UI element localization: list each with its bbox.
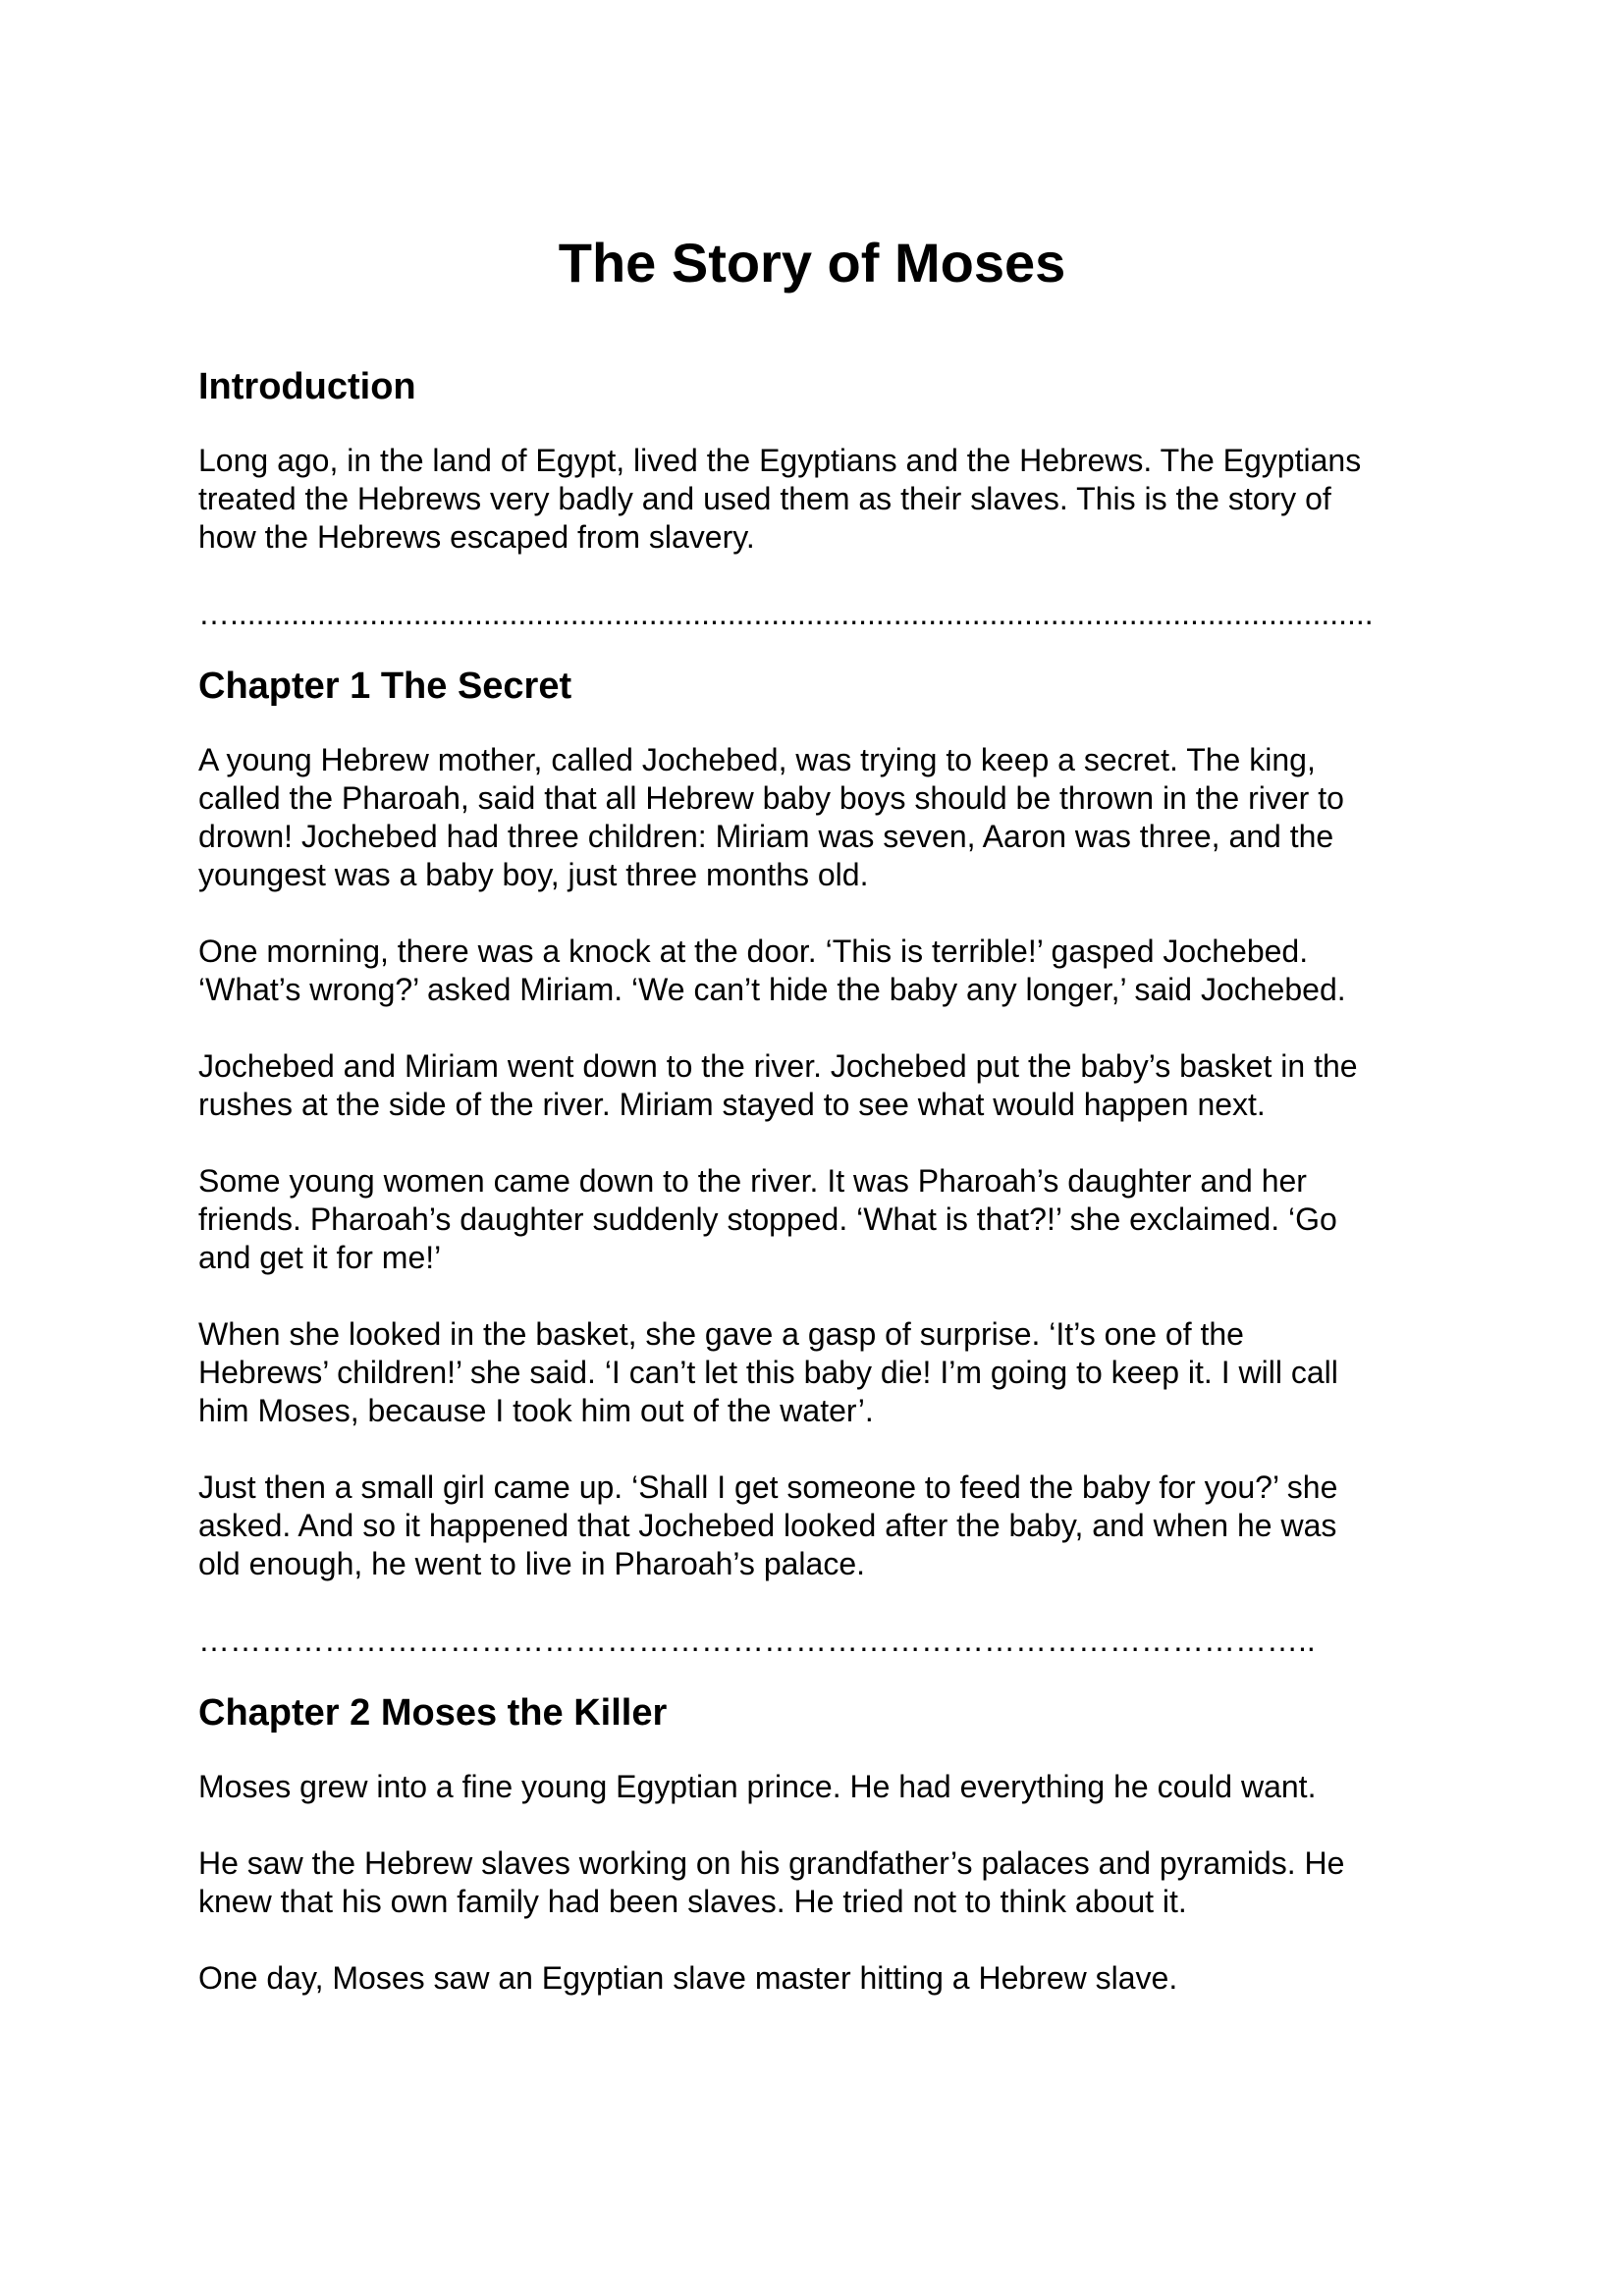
chapter-1-paragraph: A young Hebrew mother, called Jochebed, was trying to keep a secret. The king, called the Pharoah, said that all Hebrew baby boys should be thrown in the river to drown! Jochebed had three children: Miriam was seven, Aaron was three, and the youngest was a baby boy, just three months old. (198, 742, 1344, 892)
chapter-1-paragraph: One morning, there was a knock at the door. ‘This is terrible!’ gasped Jochebed. ‘What’s wrong?’ asked Miriam. ‘We can’t hide the baby any longer,’ said Jochebed. (198, 934, 1346, 1007)
chapter-1-heading: Chapter 1 The Secret (198, 666, 572, 707)
introduction-paragraph: Long ago, in the land of Egypt, lived the Egyptians and the Hebrews. The Egyptians treated the Hebrews very badly and used them as their slaves. This is the story of how the Hebrews escaped from slavery. (198, 443, 1362, 555)
chapter-2-paragraph: One day, Moses saw an Egyptian slave master hitting a Hebrew slave. (198, 1960, 1178, 1996)
document-body (198, 365, 1435, 2036)
page-title: The Story of Moses (558, 232, 1066, 294)
introduction-heading: Introduction (198, 366, 416, 407)
chapter-1-paragraph: Jochebed and Miriam went down to the river. Jochebed put the baby’s basket in the rushes at the side of the river. Miriam stayed to see what would happen next. (198, 1048, 1358, 1122)
chapter-1-paragraph: Some young women came down to the river. It was Pharoah’s daughter and her friends. Pharoah’s daughter suddenly stopped. ‘What is that?!’ she exclaimed. ‘Go and get it for me!’ (198, 1163, 1337, 1275)
chapter-1-paragraph: Just then a small girl came up. ‘Shall I get someone to feed the baby for you?’ she asked. And so it happened that Jochebed looked after the baby, and when he was old enough, he went to live in Pharoah’s palace. (198, 1469, 1338, 1581)
introduction-section (198, 365, 1435, 557)
chapter-2-paragraph: Moses grew into a fine young Egyptian prince. He had everything he could want. (198, 1769, 1317, 1804)
dotted-separator: …................................................................................................................................... (198, 596, 1374, 631)
dotted-separator: …………………………………………………………………………………………….. (198, 1623, 1316, 1658)
chapter-1-section (198, 665, 1435, 1583)
chapter-2-paragraph: He saw the Hebrew slaves working on his grandfather’s palaces and pyramids. He knew that his own family had been slaves. He tried not to think about it. (198, 1845, 1345, 1919)
chapter-2-section (198, 1691, 1435, 1998)
chapter-2-heading: Chapter 2 Moses the Killer (198, 1692, 668, 1734)
chapter-1-paragraph: When she looked in the basket, she gave a gasp of surprise. ‘It’s one of the Hebrews’ children!’ she said. ‘I can’t let this baby die! I’m going to keep it. I will call him Moses, because I took him out of the water’. (198, 1316, 1338, 1428)
